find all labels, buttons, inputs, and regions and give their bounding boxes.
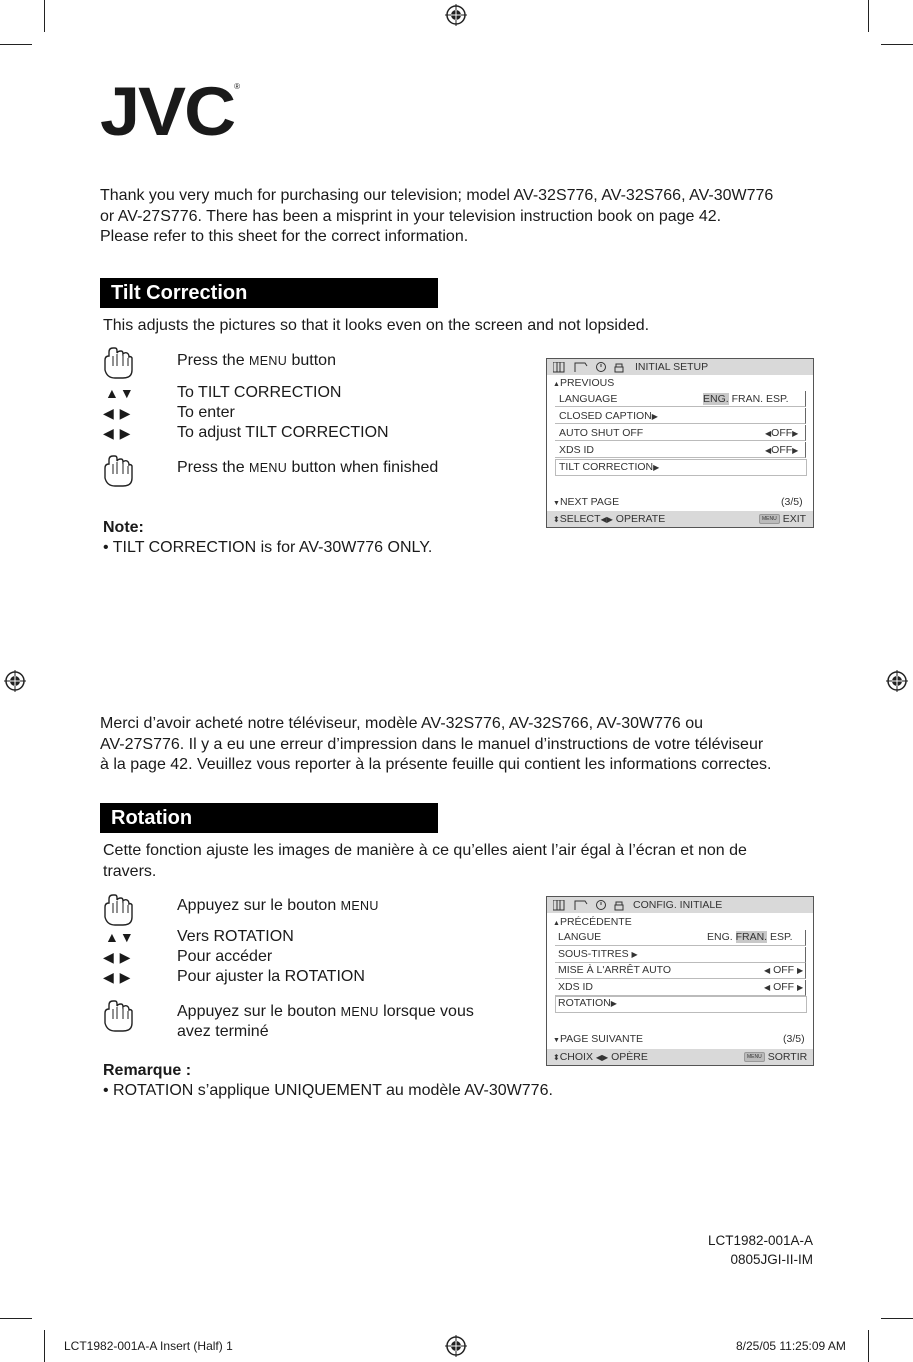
menu-exit[interactable]: MENU EXIT (759, 512, 806, 526)
intro-line: à la page 42. Veuillez vous reporter à la présente feuille qui contient les informations correctes. (100, 756, 772, 773)
menu-item-value: ◀OFF▶ (765, 444, 799, 456)
crop-mark (868, 1330, 869, 1362)
crop-mark (44, 0, 45, 32)
menu-item-label: TILT CORRECTION▶ (559, 461, 660, 473)
step-select: Vers ROTATION (177, 928, 294, 945)
note-title: Note: (103, 519, 144, 536)
menu-button-press-icon (101, 893, 137, 927)
crop-mark (0, 44, 32, 45)
step-press-menu: Appuyez sur le bouton MENU (177, 897, 379, 914)
menu-item-label: MISE À L'ARRÊT AUTO (558, 964, 672, 976)
menu-page-indicator: (3/5) (783, 1033, 805, 1045)
menu-item-label: XDS ID (559, 444, 595, 456)
crop-mark (868, 0, 869, 32)
menu-button-press-icon (101, 454, 137, 488)
left-right-arrow-icon: ◀ ▶ (103, 405, 132, 421)
registration-mark-icon (4, 670, 26, 692)
step-enter: To enter (177, 404, 235, 421)
section-title-tilt: Tilt Correction (100, 278, 438, 308)
step-select: To TILT CORRECTION (177, 384, 342, 401)
crop-mark (881, 44, 913, 45)
menu-footer-hints: ⬍CHOIX ◀▶ OPÈRE (553, 1051, 648, 1063)
up-down-arrow-icon: ▲▼ (105, 929, 135, 945)
menu-title: INITIAL SETUP (635, 361, 709, 373)
crop-mark (0, 1318, 32, 1319)
menu-tab-icons (553, 362, 633, 373)
registration-mark-icon (445, 1335, 467, 1357)
menu-button-press-icon (101, 999, 137, 1033)
step-enter: Pour accéder (177, 948, 273, 965)
intro-line: Merci d’avoir acheté notre téléviseur, modèle AV-32S776, AV-32S766, AV-30W776 ou (100, 715, 704, 732)
step-finish: Press the MENU button when finished (177, 459, 439, 476)
rotation-description: Cette fonction ajuste les images de manière à ce qu’elles aient l’air égal à l’écran et non de travers. (103, 842, 747, 880)
language-options: ENG. FRAN. ESP. (707, 931, 793, 943)
language-options: ENG. FRAN. ESP. (703, 393, 789, 405)
footer-left: LCT1982-001A-A Insert (Half) 1 (64, 1339, 233, 1353)
crop-mark (881, 1318, 913, 1319)
left-right-arrow-icon: ◀ ▶ (103, 425, 132, 441)
registration-mark-icon (886, 670, 908, 692)
step-adjust: Pour ajuster la ROTATION (177, 968, 365, 985)
note-text: • TILT CORRECTION is for AV-30W776 ONLY. (103, 539, 433, 556)
menu-item-label: CLOSED CAPTION▶ (559, 410, 658, 422)
left-right-arrow-icon: ◀ ▶ (103, 949, 132, 965)
document-code: LCT1982-001A-A 0805JGI-II-IM (707, 1233, 813, 1267)
note-title: Remarque : (103, 1062, 192, 1079)
initial-setup-menu (546, 358, 814, 528)
intro-line: or AV-27S776. There has been a misprint in your television instruction book on page 42. (100, 207, 722, 225)
left-right-arrow-icon: ◀ ▶ (103, 969, 132, 985)
intro-line: AV-27S776. Il y a eu une erreur d’impression dans le manuel d’instructions de votre téléviseur (100, 735, 764, 753)
menu-button-press-icon (101, 346, 137, 380)
menu-next-page[interactable]: ▼PAGE SUIVANTE (553, 1033, 643, 1045)
intro-line: Please refer to this sheet for the correct information. (100, 228, 469, 245)
menu-tab-icons (553, 900, 633, 911)
config-initiale-menu (546, 896, 814, 1066)
menu-page-indicator: (3/5) (781, 496, 803, 508)
menu-item-label: SOUS-TITRES ▶ (558, 948, 638, 960)
french-intro (100, 714, 860, 776)
menu-item-label: LANGUAGE (559, 393, 618, 405)
english-intro (100, 186, 840, 248)
trademark: ® (234, 82, 240, 91)
menu-title: CONFIG. INITIALE (633, 899, 723, 911)
step-finish-line2: avez terminé (177, 1023, 269, 1040)
menu-item-value: ◀ OFF ▶ (764, 964, 804, 976)
menu-item-label: AUTO SHUT OFF (559, 427, 644, 439)
menu-item-value: ◀OFF▶ (765, 427, 799, 439)
step-press-menu: Press the MENU button (177, 352, 336, 369)
menu-previous[interactable]: ▲PREVIOUS (553, 377, 615, 389)
menu-exit[interactable]: MENU SORTIR (744, 1050, 807, 1064)
crop-mark (44, 1330, 45, 1362)
menu-item-label: LANGUE (558, 931, 602, 943)
up-down-arrow-icon: ▲▼ (105, 385, 135, 401)
note-text: • ROTATION s’applique UNIQUEMENT au modèle AV-30W776. (103, 1082, 553, 1099)
menu-item-label: XDS ID (558, 981, 594, 993)
registration-mark-icon (445, 4, 467, 26)
brand-name: JVC (100, 74, 235, 150)
menu-next-page[interactable]: ▼NEXT PAGE (553, 496, 620, 508)
footer-right: 8/25/05 11:25:09 AM (736, 1339, 846, 1353)
step-adjust: To adjust TILT CORRECTION (177, 424, 389, 441)
menu-previous[interactable]: ▲PRÉCÉDENTE (553, 916, 632, 928)
intro-line: Thank you very much for purchasing our television; model AV-32S776, AV-32S766, AV-30W776 (100, 187, 774, 204)
menu-item-label: ROTATION▶ (558, 997, 617, 1009)
section-title-rotation: Rotation (100, 803, 438, 833)
menu-footer-hints: ⬍SELECT◀▶ OPERATE (553, 513, 666, 525)
step-finish: Appuyez sur le bouton MENU lorsque vous (177, 1003, 474, 1020)
menu-item-value: ◀ OFF ▶ (764, 981, 804, 993)
tilt-description: This adjusts the pictures so that it looks even on the screen and not lopsided. (103, 317, 650, 334)
jvc-logo (100, 74, 240, 150)
